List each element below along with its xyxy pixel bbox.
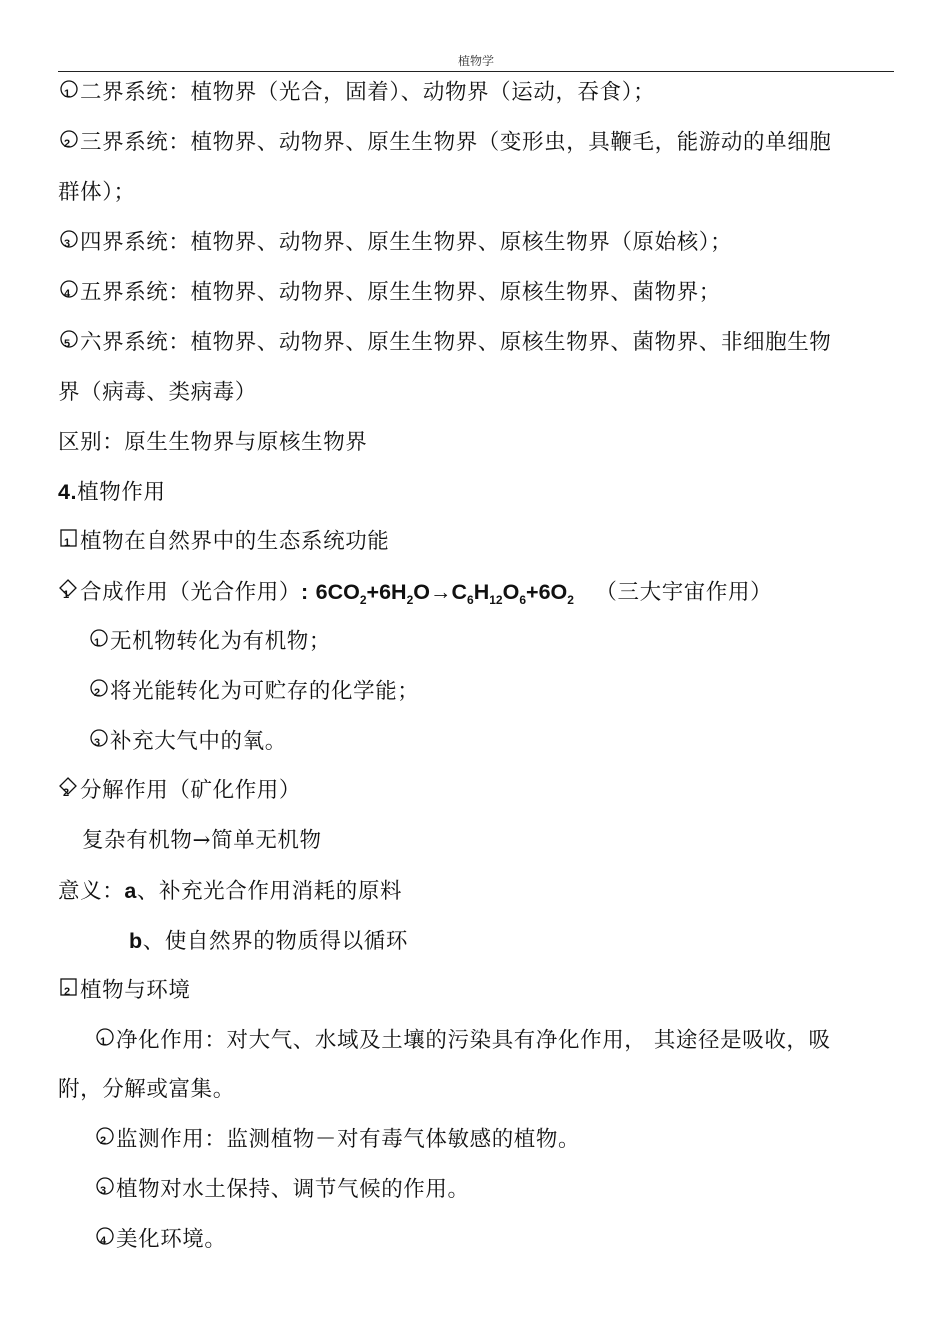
line-three-kingdom: [58, 128, 831, 158]
circle-num-icon: 1: [58, 78, 80, 102]
line-text: 分解作用（矿化作用）: [80, 778, 302, 803]
meaning-letter: b: [129, 929, 143, 953]
line-text: 六界系统：植物界、动物界、原生生物界、原核生物界、菌物界、非细胞生物: [80, 330, 832, 355]
line-text: 、使自然界的物质得以循环: [142, 929, 408, 954]
env-point-4: [94, 1225, 227, 1255]
line-four-kingdom: [58, 228, 732, 258]
line-text: 植物与环境: [80, 978, 191, 1003]
circle-num-icon: 4: [58, 278, 80, 302]
decomposition-line: [58, 776, 301, 806]
section-heading-4: [58, 477, 166, 508]
section-number: 4.: [58, 480, 78, 504]
env-point-1: [94, 1026, 831, 1056]
env-point-1-cont: 附，分解或富集。: [58, 1077, 235, 1102]
line-text: 将光能转化为可贮存的化学能；: [110, 679, 420, 704]
line-text: 美化环境。: [116, 1227, 227, 1252]
env-point-2: [94, 1125, 580, 1155]
circle-num-icon: 3: [58, 228, 80, 252]
line-text: 无机物转化为有机物；: [110, 629, 332, 654]
circle-num-icon: 2: [88, 677, 110, 701]
photosynthesis-formula: $6CO_2+6H_2O\to C_6H_{12}O_6+6O_2$: [315, 580, 574, 607]
square-num-icon: 2: [58, 976, 80, 1000]
line-three-kingdom-cont: 群体）；: [58, 180, 136, 205]
line-text: 四界系统：植物界、动物界、原生生物界、原核生物界（原始核）；: [80, 230, 733, 255]
synthesis-point-3: [88, 727, 287, 757]
line-text: 净化作用：对大气、水域及土壤的污染具有净化作用， 其途径是吸收，吸: [116, 1028, 831, 1053]
formula-colon: :: [301, 580, 309, 604]
circle-num-icon: 1: [88, 627, 110, 651]
line-difference: 区别：原生生物界与原核生物界: [58, 430, 368, 455]
env-point-3: [94, 1175, 470, 1205]
circle-num-icon: 3: [88, 727, 110, 751]
diamond-num-icon: 1: [58, 578, 80, 602]
decomposition-detail: 复杂有机物→简单无机物: [82, 828, 322, 853]
section-title: 植物作用: [77, 480, 166, 505]
line-two-kingdom: [58, 78, 655, 108]
line-text: 植物对水土保持、调节气候的作用。: [116, 1177, 470, 1202]
square-num-icon: 1: [58, 527, 80, 551]
line-text: 三界系统：植物界、动物界、原生生物界（变形虫，具鞭毛，能游动的单细胞: [80, 130, 832, 155]
line-text: 监测作用：监测植物－对有毒气体敏感的植物。: [116, 1127, 581, 1152]
circle-num-icon: 3: [94, 1175, 116, 1199]
synthesis-line: [58, 577, 772, 615]
meaning-letter: a: [124, 879, 137, 903]
circle-num-icon: 1: [94, 1026, 116, 1050]
circle-num-icon: 2: [94, 1125, 116, 1149]
page-header: 植物学: [457, 54, 494, 68]
subsection-1: [58, 527, 389, 557]
line-five-kingdom: [58, 278, 721, 308]
meaning-line-b: [129, 926, 408, 957]
meaning-prefix: 意义：: [58, 879, 125, 904]
line-text: 植物在自然界中的生态系统功能: [80, 529, 390, 554]
line-text: 五界系统：植物界、动物界、原生生物界、原核生物界、菌物界；: [80, 280, 721, 305]
line-six-kingdom-cont: 界（病毒、类病毒）: [58, 380, 257, 405]
line-text: 补充大气中的氧。: [110, 729, 287, 754]
subsection-2: [58, 976, 191, 1006]
synthesis-point-2: [88, 677, 419, 707]
formula-note: （三大宇宙作用）: [595, 580, 773, 605]
circle-num-icon: 4: [94, 1225, 116, 1249]
line-text: 二界系统：植物界（光合，固着）、动物界（运动，吞食）；: [80, 80, 656, 105]
line-text: 合成作用（光合作用）: [80, 580, 302, 605]
circle-num-icon: 5: [58, 328, 80, 352]
diamond-num-icon: 2: [58, 776, 80, 800]
synthesis-point-1: [88, 627, 331, 657]
line-text: 、补充光合作用消耗的原料: [136, 879, 403, 904]
line-six-kingdom: [58, 328, 831, 358]
circle-num-icon: 2: [58, 128, 80, 152]
header-rule: [58, 71, 894, 72]
meaning-line-a: [58, 876, 402, 907]
